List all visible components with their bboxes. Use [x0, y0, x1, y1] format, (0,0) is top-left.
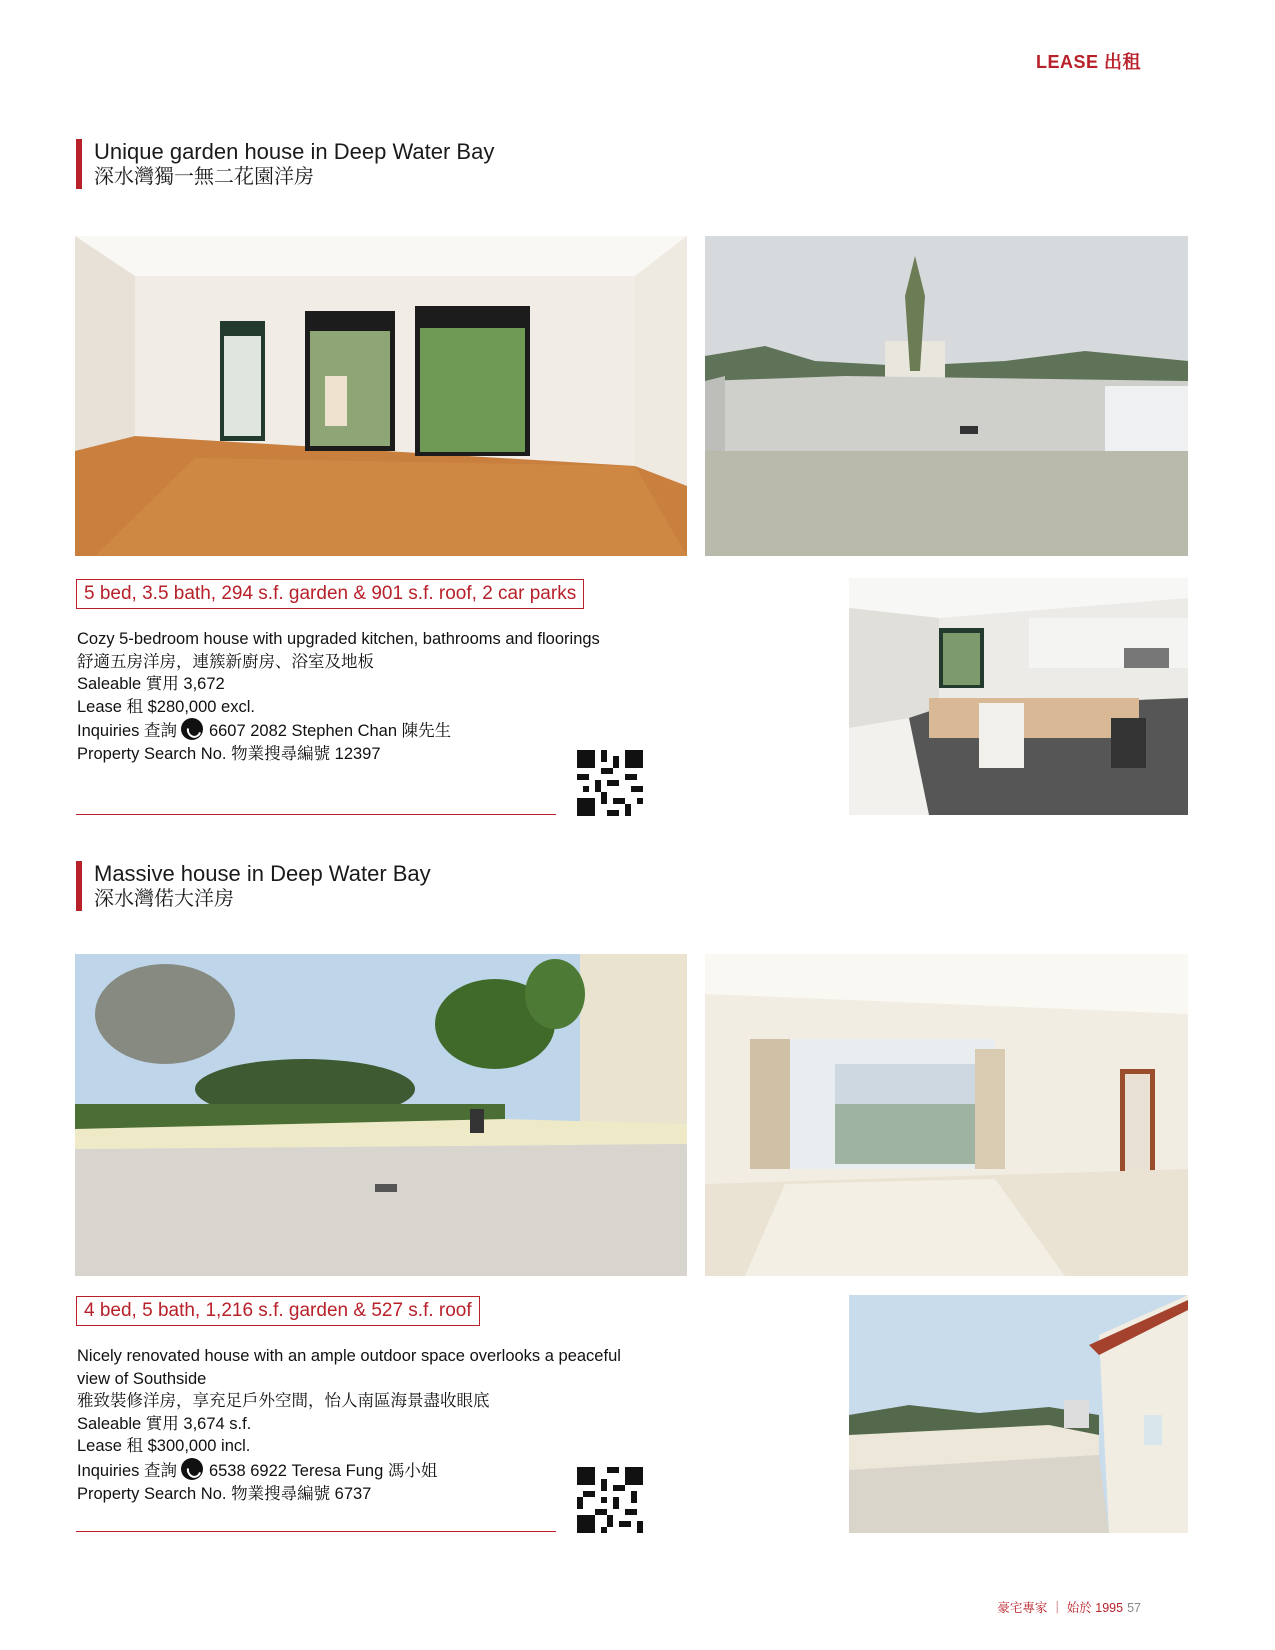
property-search-number: Property Search No. 物業搜尋編號 6737: [77, 1484, 372, 1503]
footer: [997, 1598, 1141, 1616]
listing-title-en: Unique garden house in Deep Water Bay: [94, 139, 495, 164]
rooftop-deck-photo[interactable]: [849, 1295, 1188, 1533]
living-room-view-photo[interactable]: [705, 954, 1188, 1276]
property-search-number: Property Search No. 物業搜尋編號 12397: [77, 744, 381, 763]
inquiries-contact[interactable]: 6538 6922 Teresa Fung 馮小姐: [208, 1461, 438, 1480]
inquiries-contact[interactable]: 6607 2082 Stephen Chan 陳先生: [208, 722, 452, 741]
listing-details: [77, 1345, 621, 1505]
spec-box: 5 bed, 3.5 bath, 294 s.f. garden & 901 s.f. roof, 2 car parks: [76, 579, 584, 609]
inquiries-label: Inquiries 查詢: [77, 722, 177, 741]
description-zh: 雅致裝修洋房，享充足戶外空間，怡人南區海景盡收眼底: [77, 1392, 490, 1411]
saleable-area: Saleable 實用 3,674 s.f.: [77, 1414, 252, 1433]
whatsapp-icon[interactable]: [181, 718, 203, 740]
whatsapp-icon[interactable]: [181, 1458, 203, 1480]
living-room-photo[interactable]: [75, 236, 687, 556]
lease-price: Lease 租 $280,000 excl.: [77, 697, 255, 716]
divider: [76, 814, 556, 815]
listing-details: [77, 628, 600, 766]
listing-title: [76, 861, 431, 911]
page-number: 57: [1127, 1601, 1141, 1615]
qr-code-icon[interactable]: [577, 750, 643, 816]
listing-title-zh: 深水灣偌大洋房: [94, 888, 234, 910]
description-en-continued: view of Southside: [77, 1369, 207, 1388]
inquiries: [77, 1458, 621, 1483]
description-en: Nicely renovated house with an ample outdoor space overlooks a peaceful: [77, 1347, 621, 1365]
footer-brand: 豪宅專家 ｜ 始於 1995: [997, 1601, 1124, 1615]
saleable-area: Saleable 實用 3,672: [77, 675, 225, 694]
description-en: Cozy 5-bedroom house with upgraded kitchen, bathrooms and floorings: [77, 630, 600, 648]
terrace-photo[interactable]: [75, 954, 687, 1276]
inquiries: [77, 718, 600, 743]
listing-title: [76, 139, 494, 189]
lease-price: Lease 租 $300,000 incl.: [77, 1437, 251, 1456]
listing-title-en: Massive house in Deep Water Bay: [94, 861, 431, 886]
section-tag: LEASE 出租: [1035, 52, 1141, 72]
divider: [76, 1531, 556, 1532]
qr-code-icon[interactable]: [577, 1467, 643, 1533]
spec-box: 4 bed, 5 bath, 1,216 s.f. garden & 527 s.f. roof: [76, 1296, 480, 1326]
listing-title-zh: 深水灣獨一無二花園洋房: [94, 166, 314, 188]
kitchen-photo[interactable]: [849, 578, 1188, 815]
description-zh: 舒適五房洋房，連簇新廚房、浴室及地板: [77, 652, 374, 671]
rooftop-photo[interactable]: [705, 236, 1188, 556]
inquiries-label: Inquiries 查詢: [77, 1461, 177, 1480]
